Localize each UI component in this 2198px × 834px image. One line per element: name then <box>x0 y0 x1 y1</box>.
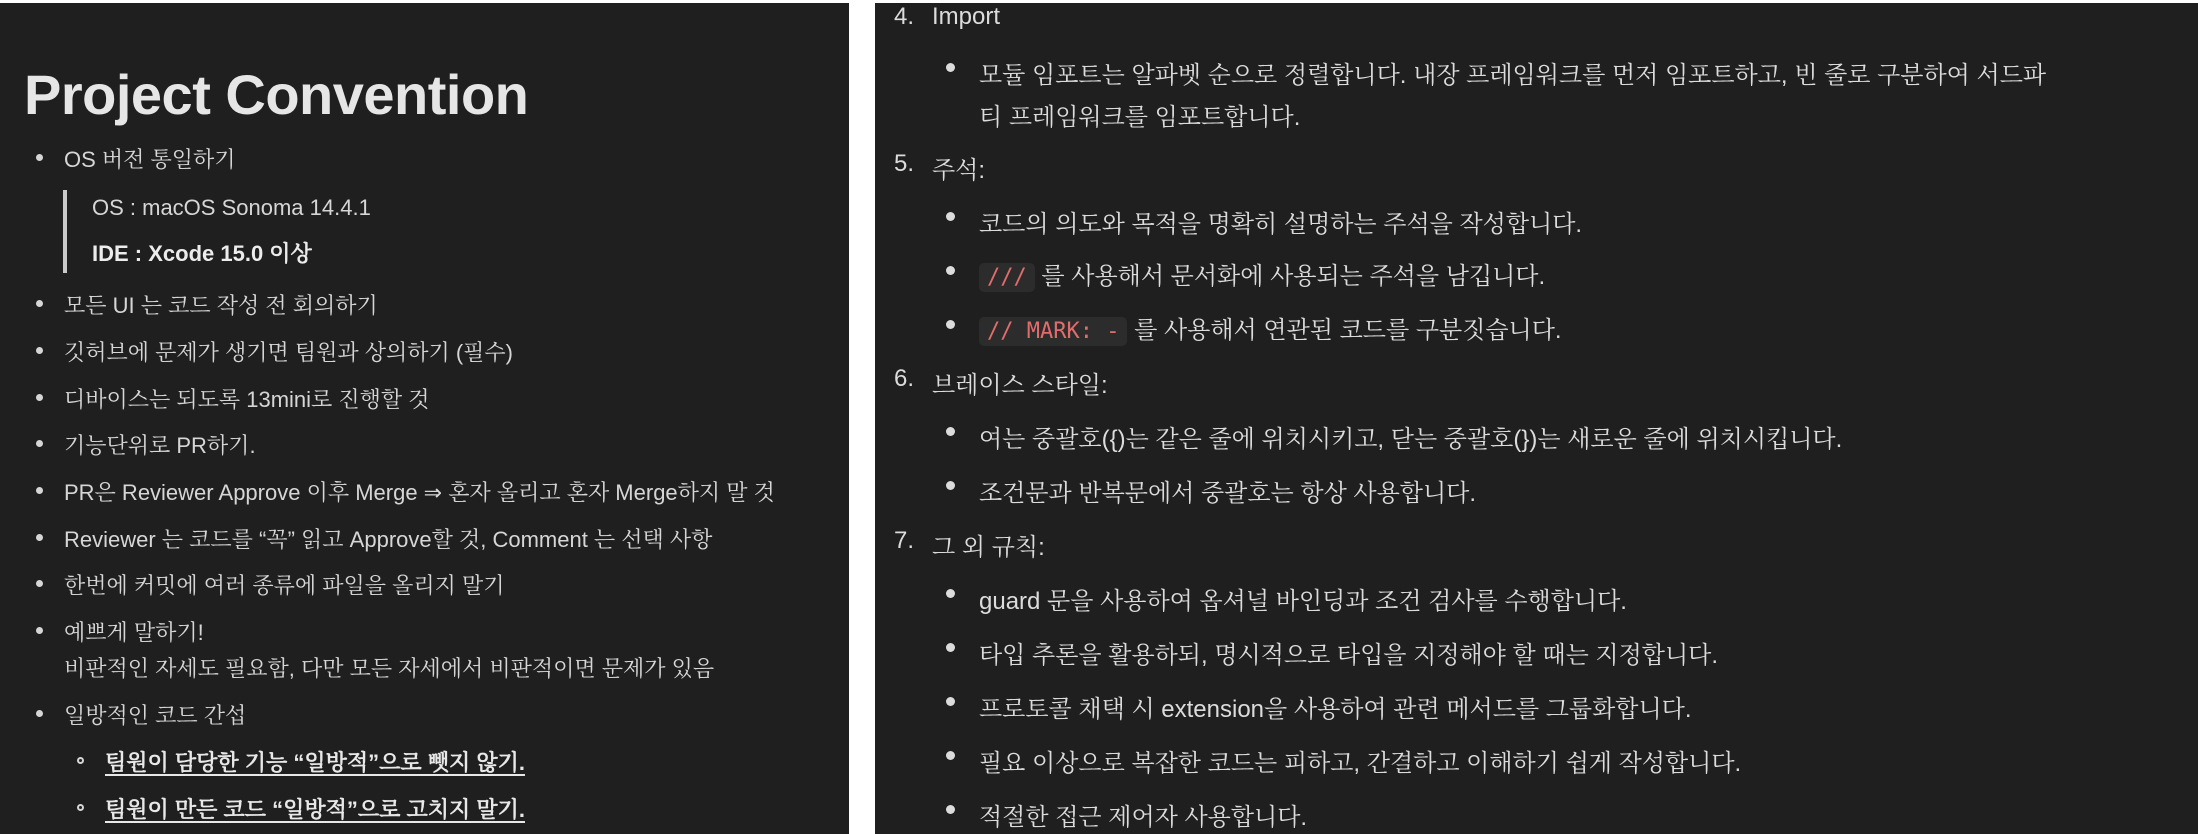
list-item-nice-sub: 비판적인 자세도 필요함, 다만 모든 자세에서 비판적이면 문제가 있음 <box>64 656 715 681</box>
blockquote-bar <box>63 190 67 273</box>
list-item-commit: 한번에 커밋에 여러 종류에 파일을 올리지 말기 <box>64 573 505 598</box>
bullet-dot <box>946 697 955 706</box>
rules-item-1: guard 문을 사용하여 옵셔널 바인딩과 조건 검사를 수행합니다. <box>979 588 1627 615</box>
brace-item-2: 조건문과 반복문에서 중괄호는 항상 사용합니다. <box>979 480 1477 507</box>
list-item-device: 디바이스는 되도록 13mini로 진행할 것 <box>64 387 430 412</box>
section-number-7: 7. <box>894 527 915 554</box>
comments-item-3 <box>979 310 1562 345</box>
bullet-dot <box>946 320 955 329</box>
import-line-2: 티 프레임워크를 임포트합니다. <box>979 104 1301 131</box>
section-number-6: 6. <box>894 365 915 392</box>
bullet-dot <box>946 481 955 490</box>
list-item-os-version: OS 버전 통일하기 <box>64 147 236 172</box>
rules-item-3: 프로토콜 채택 시 extension을 사용하여 관련 메서드를 그룹화합니다. <box>979 696 1692 723</box>
section-title-comments: 주석: <box>932 157 986 184</box>
list-item-reviewer: Reviewer 는 코드를 “꼭” 읽고 Approve할 것, Comment 는 선택 사항 <box>64 527 713 552</box>
section-number-5: 5. <box>894 150 915 177</box>
comments-item-2 <box>979 256 1545 291</box>
bullet-dot <box>36 534 43 541</box>
bullet-dot <box>36 347 43 354</box>
left-document-panel <box>0 3 849 834</box>
sub-bullet-circle <box>77 804 84 811</box>
rules-item-4: 필요 이상으로 복잡한 코드는 피하고, 간결하고 이해하기 쉽게 작성합니다. <box>979 750 1742 777</box>
list-item-interference: 일방적인 코드 간섭 <box>64 703 247 728</box>
bullet-dot <box>946 266 955 275</box>
list-item-ui-meeting: 모든 UI 는 코드 작성 전 회의하기 <box>64 293 378 318</box>
code-mark-comment: // MARK: - <box>979 317 1127 346</box>
comments-item-1: 코드의 의도와 목적을 명확히 설명하는 주석을 작성합니다. <box>979 211 1583 238</box>
quote-os: OS : macOS Sonoma 14.4.1 <box>92 195 371 220</box>
bullet-dot <box>946 751 955 760</box>
bullet-dot <box>36 487 43 494</box>
bullet-dot <box>36 440 43 447</box>
section-title-other-rules: 그 외 규칙: <box>932 534 1045 561</box>
brace-item-1: 여는 중괄호({)는 같은 줄에 위치시키고, 닫는 중괄호(})는 새로운 줄에 위치시킵니다. <box>979 426 1843 453</box>
bullet-dot <box>36 300 43 307</box>
right-document-panel <box>875 3 2198 834</box>
sub-item-take: 팀원이 담당한 기능 “일방적”으로 뺏지 않기. <box>105 750 525 775</box>
bullet-dot <box>946 589 955 598</box>
list-item-github: 깃허브에 문제가 생기면 팀원과 상의하기 (필수) <box>64 340 514 365</box>
bullet-dot <box>946 427 955 436</box>
import-line-1: 모듈 임포트는 알파벳 순으로 정렬합니다. 내장 프레임워크를 먼저 임포트하고, 빈 줄로 구분하여 서드파 <box>979 62 2047 89</box>
bullet-dot <box>946 63 955 72</box>
section-number-4: 4. <box>894 3 915 30</box>
quote-ide: IDE : Xcode 15.0 이상 <box>92 241 312 266</box>
bullet-dot <box>36 580 43 587</box>
comments-item-3-text: 를 사용해서 연관된 코드를 구분짓습니다. <box>1134 317 1562 344</box>
comments-item-2-text: 를 사용해서 문서화에 사용되는 주석을 남깁니다. <box>1041 263 1546 290</box>
bullet-dot <box>946 212 955 221</box>
rules-item-5: 적절한 접근 제어자 사용합니다. <box>979 804 1308 831</box>
bullet-dot <box>946 805 955 814</box>
code-doc-comment: /// <box>979 263 1035 292</box>
bullet-dot <box>36 394 43 401</box>
list-item-pr-unit: 기능단위로 PR하기. <box>64 433 256 458</box>
sub-item-fix: 팀원이 만든 코드 “일방적”으로 고치지 말기. <box>105 797 525 822</box>
bullet-dot <box>946 643 955 652</box>
bullet-dot <box>36 627 43 634</box>
section-title-brace-style: 브레이스 스타일: <box>932 372 1108 399</box>
list-item-nice: 예쁘게 말하기! <box>64 620 204 645</box>
page-title: Project Convention <box>24 63 529 126</box>
bullet-dot <box>36 154 43 161</box>
section-title-import: Import <box>932 3 1001 30</box>
list-item-pr-review: PR은 Reviewer Approve 이후 Merge ⇒ 혼자 올리고 혼자 Merge하지 말 것 <box>64 480 775 505</box>
sub-bullet-circle <box>77 757 84 764</box>
bullet-dot <box>36 710 43 717</box>
rules-item-2: 타입 추론을 활용하되, 명시적으로 타입을 지정해야 할 때는 지정합니다. <box>979 642 1719 669</box>
